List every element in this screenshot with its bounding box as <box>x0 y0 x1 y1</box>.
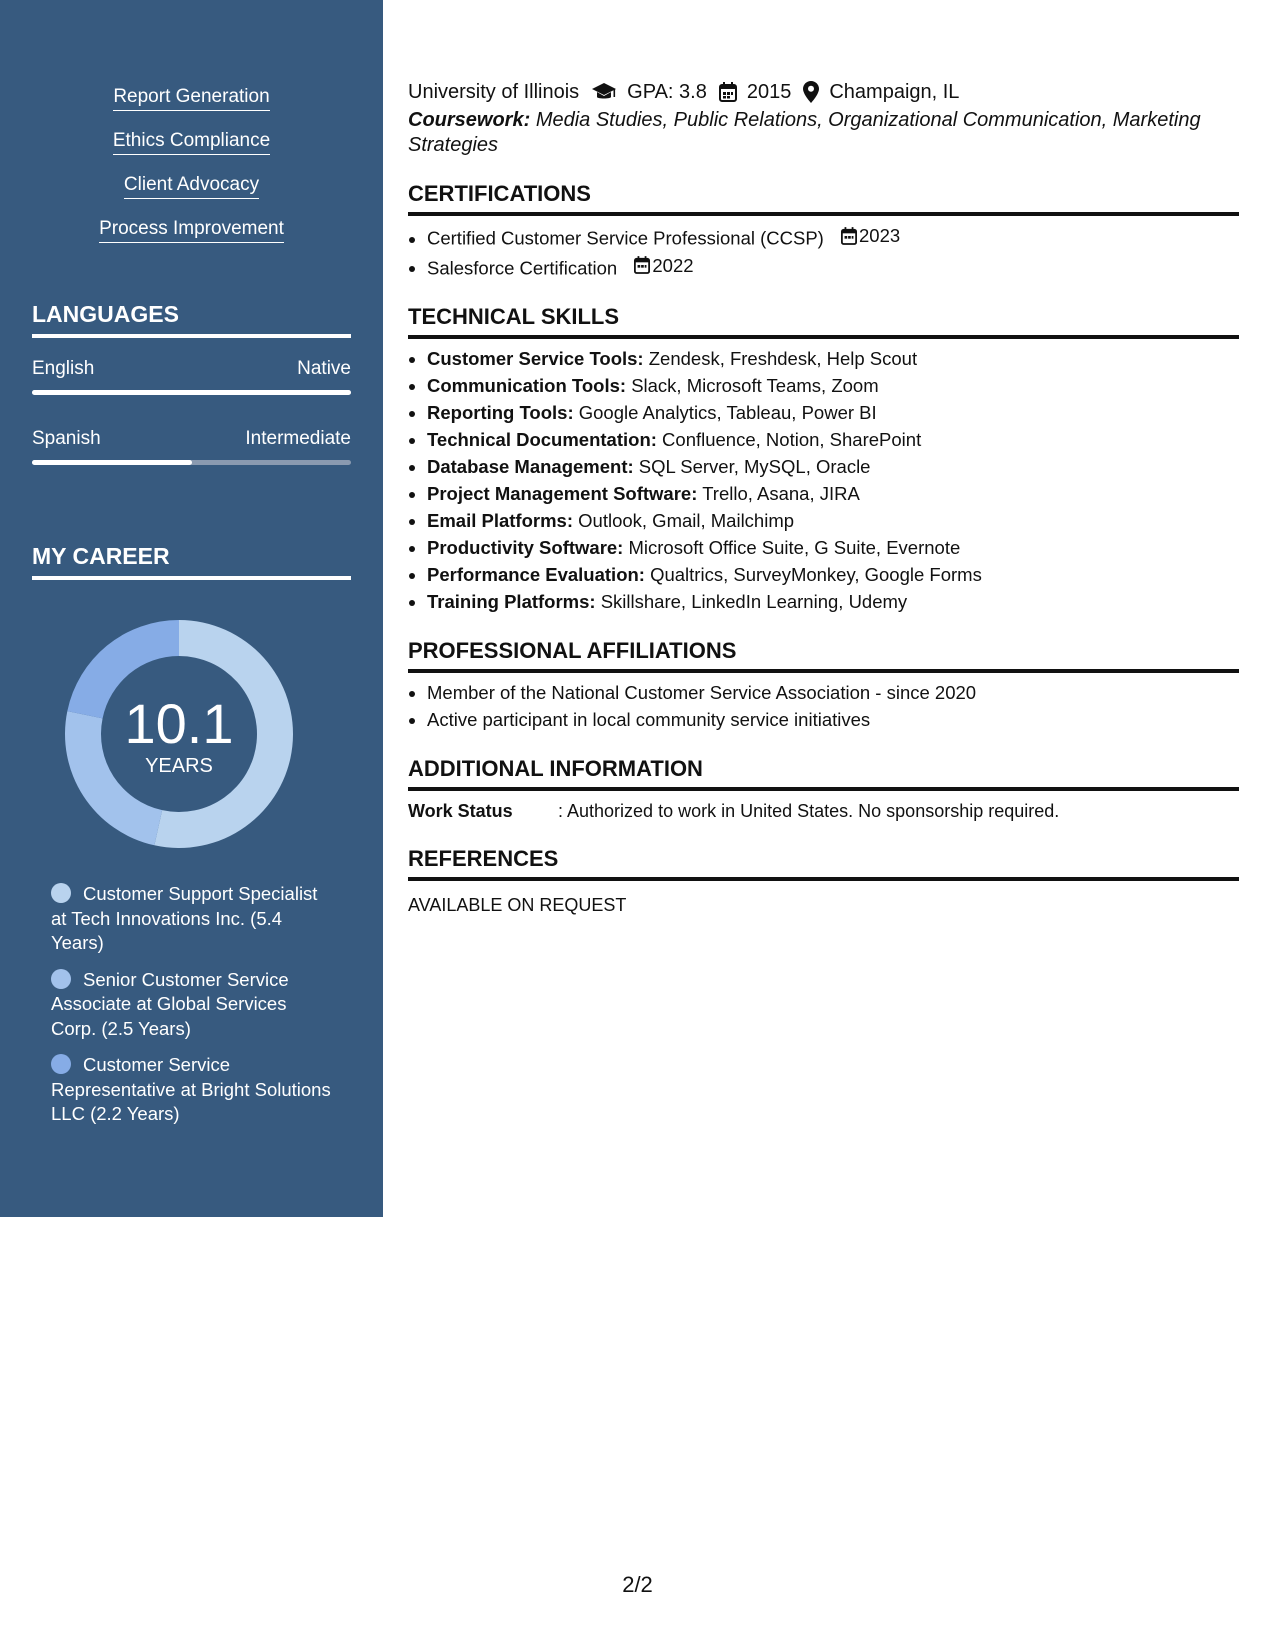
map-pin-icon <box>803 81 819 103</box>
skill-row <box>427 399 1239 426</box>
certification-name: Certified Customer Service Professional (CCSP) <box>427 227 824 249</box>
calendar-icon <box>841 227 857 245</box>
skill-row <box>427 534 1239 561</box>
legend-dot <box>51 969 71 989</box>
skill-values: Slack, Microsoft Teams, Zoom <box>631 375 879 396</box>
skill-category: Customer Service Tools: <box>427 348 644 369</box>
work-status-value: : Authorized to work in United States. No sponsorship required. <box>558 801 1060 821</box>
career-item-text: Customer Support Specialist at Tech Innovations Inc. (5.4 Years) <box>51 883 318 953</box>
skill-category: Communication Tools: <box>427 375 627 396</box>
skill-item: Report Generation <box>113 86 269 111</box>
skill-row <box>427 345 1239 372</box>
career-item-text: Customer Service Representative at Bright Solutions LLC (2.2 Years) <box>51 1054 331 1124</box>
skill-values: Google Analytics, Tableau, Power BI <box>578 402 877 423</box>
skill-row <box>427 480 1239 507</box>
work-status-label: Work Status <box>408 801 513 821</box>
skill-values: Trello, Asana, JIRA <box>702 483 860 504</box>
coursework <box>408 108 1239 158</box>
skill-category: Email Platforms: <box>427 510 573 531</box>
page-number: 2/2 <box>622 1572 653 1597</box>
certifications-list <box>408 222 1239 281</box>
language-bar <box>32 390 351 395</box>
language-bar <box>32 460 351 465</box>
affiliations-heading: PROFESSIONAL AFFILIATIONS <box>408 637 1239 673</box>
certification-year: 2022 <box>652 254 694 276</box>
skill-category: Reporting Tools: <box>427 402 574 423</box>
skills-list <box>0 86 383 262</box>
skill-values: SQL Server, MySQL, Oracle <box>638 456 871 477</box>
legend-dot <box>51 1054 71 1074</box>
skill-category: Productivity Software: <box>427 537 624 558</box>
coursework-list: Media Studies, Public Relations, Organizational Communication, Marketing Strategies <box>408 109 1201 156</box>
coursework-label: Coursework: <box>408 109 531 131</box>
skill-category: Training Platforms: <box>427 591 596 612</box>
certifications-heading: CERTIFICATIONS <box>408 180 1239 216</box>
career-item-text: Senior Customer Service Associate at Global Services Corp. (2.5 Years) <box>51 968 289 1039</box>
graduation-cap-icon <box>591 82 617 102</box>
skill-values: Skillshare, LinkedIn Learning, Udemy <box>600 591 908 612</box>
career-heading: MY CAREER <box>32 542 351 580</box>
skill-item: Process Improvement <box>99 218 284 243</box>
skill-row <box>427 561 1239 588</box>
legend-dot <box>51 883 71 903</box>
skill-values: Outlook, Gmail, Mailchimp <box>578 510 795 531</box>
gpa: GPA: 3.8 <box>627 81 707 103</box>
career-item <box>51 882 336 956</box>
career-total-years: 10.1 <box>124 692 234 755</box>
languages-heading: LANGUAGES <box>32 300 351 338</box>
education-line <box>408 78 1239 106</box>
main-content <box>408 78 1239 917</box>
calendar-icon <box>719 82 737 102</box>
certification-name: Salesforce Certification <box>427 257 618 278</box>
skill-row <box>427 507 1239 534</box>
affiliations-list <box>408 679 1239 733</box>
skill-values: Qualtrics, SurveyMonkey, Google Forms <box>650 564 982 585</box>
sidebar <box>0 0 383 1217</box>
skill-row <box>427 453 1239 480</box>
skill-item: Ethics Compliance <box>113 130 270 155</box>
school-name: University of Illinois <box>408 81 580 103</box>
language-name: Spanish <box>32 428 101 449</box>
skill-values: Confluence, Notion, SharePoint <box>662 429 922 450</box>
technical-skills-list <box>408 345 1239 615</box>
career-item <box>51 1053 336 1127</box>
skill-row <box>427 426 1239 453</box>
language-bar-fill <box>32 390 351 395</box>
skill-category: Technical Documentation: <box>427 429 657 450</box>
certification-item <box>427 252 1239 282</box>
calendar-icon <box>634 256 650 274</box>
language-level: Intermediate <box>245 428 351 449</box>
skill-row <box>427 372 1239 399</box>
affiliation-item: • Active participant in local community service initiatives <box>427 706 1239 733</box>
work-status <box>408 799 1239 823</box>
certification-year: 2023 <box>859 225 901 246</box>
language-bar-fill <box>32 460 192 465</box>
skill-row <box>427 588 1239 615</box>
language-name: English <box>32 358 95 379</box>
skill-values: Microsoft Office Suite, G Suite, Evernote <box>628 537 961 558</box>
references-heading: REFERENCES <box>408 845 1239 881</box>
affiliation-item: • Member of the National Customer Service Association - since 2020 <box>427 679 1239 706</box>
skill-item: Client Advocacy <box>124 174 259 199</box>
additional-info-heading: ADDITIONAL INFORMATION <box>408 755 1239 791</box>
skill-category: Project Management Software: <box>427 483 698 504</box>
career-legend <box>51 882 336 1139</box>
career-item <box>51 968 336 1042</box>
school-location: Champaign, IL <box>829 81 960 103</box>
technical-skills-heading: TECHNICAL SKILLS <box>408 303 1239 339</box>
references-text: AVAILABLE ON REQUEST <box>408 895 627 915</box>
career-total-unit: YEARS <box>145 755 213 777</box>
skill-values: Zendesk, Freshdesk, Help Scout <box>648 348 918 369</box>
career-donut-chart <box>65 620 293 848</box>
skill-category: Database Management: <box>427 456 634 477</box>
language-english <box>32 358 351 395</box>
certification-item <box>427 222 1239 252</box>
skill-category: Performance Evaluation: <box>427 564 645 585</box>
graduation-year: 2015 <box>746 81 792 103</box>
language-spanish <box>32 428 351 465</box>
language-level: Native <box>297 358 351 379</box>
